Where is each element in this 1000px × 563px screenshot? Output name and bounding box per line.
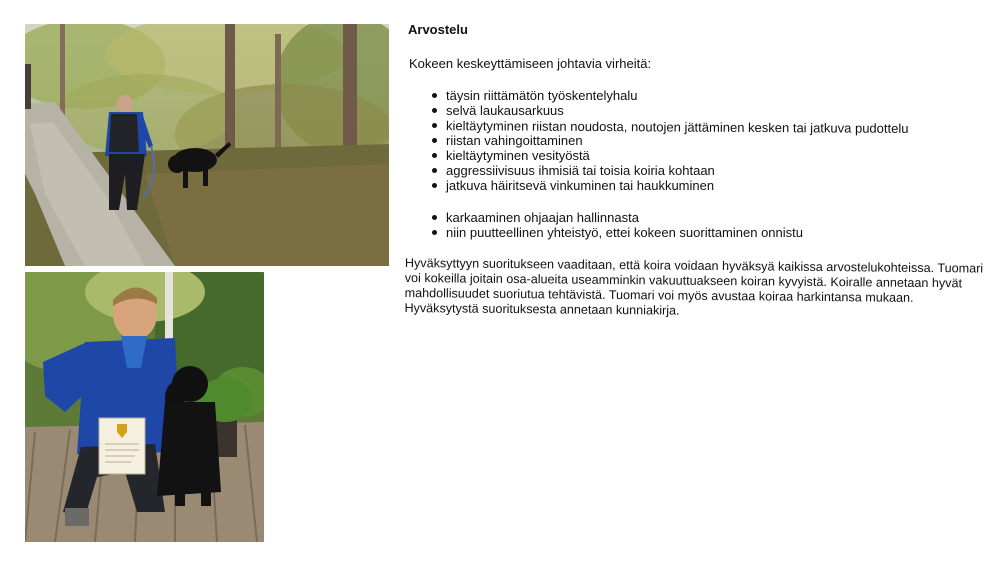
list-item: niin puutteellinen yhteistyö, ettei kokeen suorittaminen onnistu [430,225,803,240]
list-item: kieltäytyminen riistan noudosta, noutojen jättäminen kesken tai jatkuva pudottelu [430,118,909,136]
document-heading: Arvostelu [408,22,468,37]
list-item: kieltäytyminen vesityöstä [430,148,909,163]
list-item: selvä laukausarkuus [430,103,909,118]
approval-paragraph: Hyväksyttyyn suoritukseen vaaditaan, että koira voidaan hyväksyä kaikissa arvostelukohteissa. Tuomari voi kokeilla joitain osa-alueita useamminkin vakuuttuakseen koiran kyvyistä. Koiralle annetaan hyvät mahdollisuudet suoriutua tehtävistä. Tuomari voi myös avustaa koiraa harkintansa mukaan. Hyväksytystä suorituksesta annetaan kunniakirja. [404,256,984,318]
list-item: täysin riittämätön työskentelyhalu [430,88,909,103]
intro-text: Kokeen keskeyttämiseen johtavia virheitä: [409,56,652,71]
photo-forest-dog-training [25,24,389,266]
disqualifying-faults-list [430,88,909,193]
list-item: riistan vahingoittaminen [430,133,909,148]
photo-man-with-dog-certificate [25,272,264,542]
additional-faults-list [430,210,803,240]
list-item: jatkuva häiritsevä vinkuminen tai haukkuminen [430,178,909,193]
portrait-photo-illustration [25,272,264,542]
list-item: karkaaminen ohjaajan hallinnasta [430,210,803,225]
forest-photo-illustration [25,24,389,266]
list-item: aggressiivisuus ihmisiä tai toisia koiria kohtaan [430,163,909,178]
